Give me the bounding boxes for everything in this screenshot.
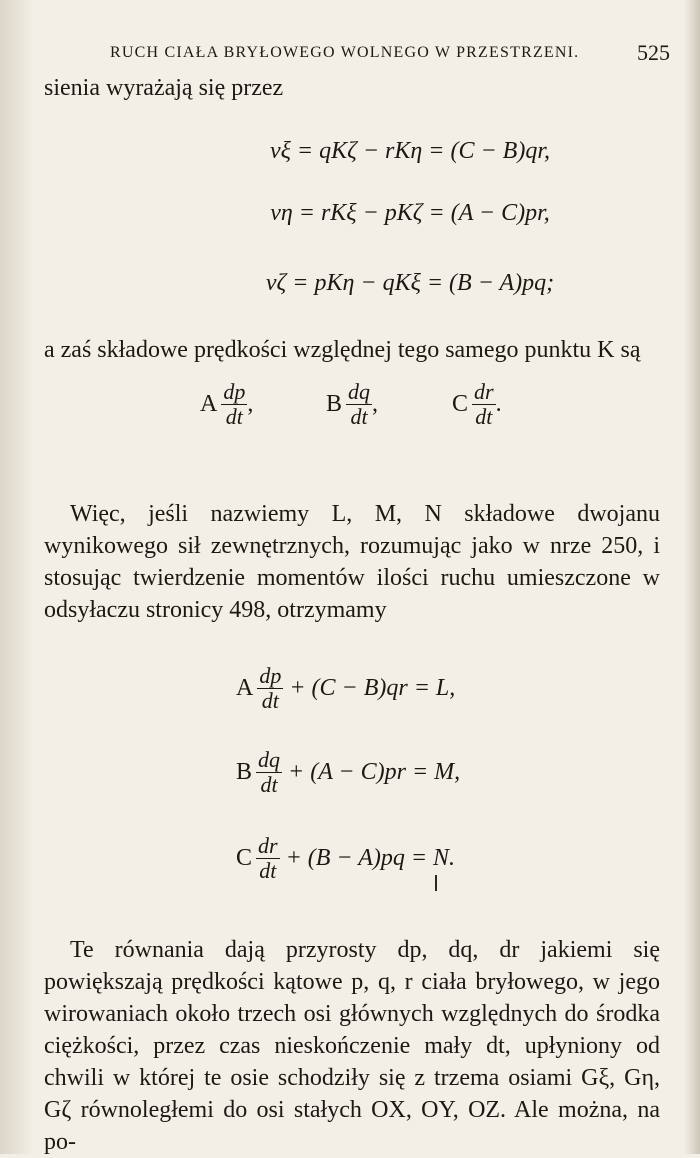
header-title: RUCH CIAŁA BRYŁOWEGO WOLNEGO W PRZESTRZENI.: [110, 44, 580, 61]
velocity-term-b: B $\frac{dq}{dt}$ ,: [326, 379, 379, 429]
velocity-term-c: C $\frac{dr}{dt}$ .: [452, 379, 502, 429]
velocity-sentence: a zaś składowe prędkości względnej tego samego punktu K są: [44, 337, 641, 363]
closing-paragraph: Te równania dają przyrosty dp, dq, dr jakiemi się powiększają prędkości kątowe p, q, r ciała bryłowego, w jego wirowaniach około trzech osi głównych względnych do środka ciężkości, przez czas nieskończenie mały dt, upłyniony od chwili w której te osie schodziły się z trzema osiami Gξ, Gη, Gζ równoległemi do osi stałych OX, OY, OZ. Ale można, na po-: [44, 937, 660, 1155]
fraction: $\frac{dq}{dt}$: [258, 747, 281, 797]
moment-equation-m: B $\frac{dq}{dt}$ + (A − C)pr = M,: [236, 747, 461, 797]
velocity-term-a: A $\frac{dp}{dt}$ ,: [200, 379, 254, 429]
fraction: $\frac{dp}{dt}$: [259, 663, 282, 713]
fraction: $\frac{dr}{dt}$: [258, 833, 278, 883]
fraction: $\frac{dp}{dt}$: [223, 379, 246, 429]
moment-equation-n: C $\frac{dr}{dt}$ + (B − A)pq = N.: [236, 833, 456, 883]
equation-v-eta: vη = rKξ − pKζ = (A − C)pr,: [270, 200, 550, 226]
equation-v-zeta: vζ = pKη − qKξ = (B − A)pq;: [265, 270, 555, 296]
moment-equation-l: A $\frac{dp}{dt}$ + (C − B)qr = L,: [236, 663, 456, 713]
page-number: 525: [637, 40, 670, 65]
fraction: $\frac{dr}{dt}$: [474, 379, 494, 429]
print-mark: [435, 875, 437, 891]
moments-paragraph: Więc, jeśli nazwiemy L, M, N składowe dwojanu wynikowego sił zewnętrznych, rozumując jako w nrze 250, i stosując twierdzenie momentów ilości ruchu umieszczone w odsyłaczu stronicy 498, otrzymamy: [44, 501, 660, 623]
page-gutter-shadow: [0, 0, 34, 1154]
running-header: [110, 40, 670, 68]
page-edge-shadow: [684, 0, 700, 1154]
fraction: $\frac{dq}{dt}$: [348, 379, 371, 429]
relative-velocity-components: [0, 380, 700, 450]
intro-text: sienia wyrażają się przez: [44, 75, 284, 101]
equation-v-xi: vξ = qKζ − rKη = (C − B)qr,: [269, 138, 551, 164]
